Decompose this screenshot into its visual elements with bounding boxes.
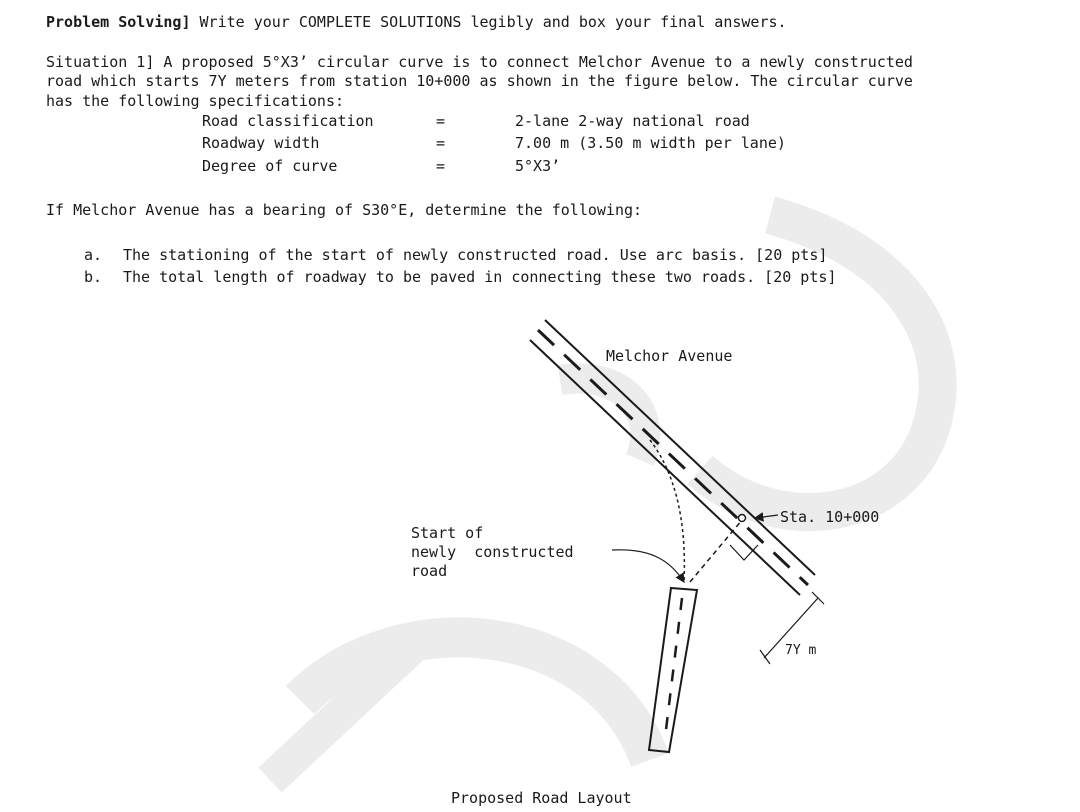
spec-value-roadway-width: 7.00 m (3.50 m width per lane) (515, 134, 786, 152)
task-text-a: The stationing of the start of newly constructed road. Use arc basis. [20 pts] (123, 246, 828, 264)
spec-equals: = (436, 134, 446, 152)
dimension-tick (760, 650, 770, 664)
spec-equals: = (436, 157, 446, 175)
spec-name-degree-of-curve: Degree of curve (202, 157, 338, 175)
circular-curve (650, 440, 684, 582)
start-label-line-2: newly constructed (411, 543, 574, 561)
situation-line-2: road which starts 7Y meters from station 10+000 as shown in the figure below. The circular curve (46, 72, 913, 90)
spec-value-degree-of-curve: 5°X3’ (515, 157, 561, 175)
station-leader-arrow (755, 515, 778, 518)
start-leader-arrow (612, 550, 684, 582)
station-point (739, 515, 746, 522)
spec-value-road-classification: 2-lane 2-way national road (515, 112, 750, 130)
task-marker-b: b. (84, 268, 103, 286)
situation-line-1: Situation 1] A proposed 5°X3’ circular curve is to connect Melchor Avenue to a newly constructed (46, 53, 913, 71)
station-label: Sta. 10+000 (780, 508, 880, 526)
task-marker-a: a. (84, 246, 103, 264)
melchor-avenue-centerline (538, 330, 808, 585)
instruction-text: Write your COMPLETE SOLUTIONS legibly and box your final answers. (199, 13, 787, 31)
situation-line-3: has the following specifications: (46, 92, 345, 110)
offset-line (690, 520, 742, 582)
task-text-b: The total length of roadway to be paved in connecting these two roads. [20 pts] (123, 268, 837, 286)
figure-caption: Proposed Road Layout (451, 789, 632, 807)
start-label-line-3: road (411, 562, 448, 580)
spec-name-roadway-width: Roadway width (202, 134, 320, 152)
spec-name-road-classification: Road classification (202, 112, 374, 130)
start-label-line-1: Start of (411, 524, 484, 542)
question-text: If Melchor Avenue has a bearing of S30°E, determine the following: (46, 201, 643, 219)
melchor-avenue-label: Melchor Avenue (606, 347, 733, 365)
distance-label: 7Y m (785, 643, 817, 658)
problem-label: Problem Solving] (46, 13, 191, 31)
spec-equals: = (436, 112, 446, 130)
